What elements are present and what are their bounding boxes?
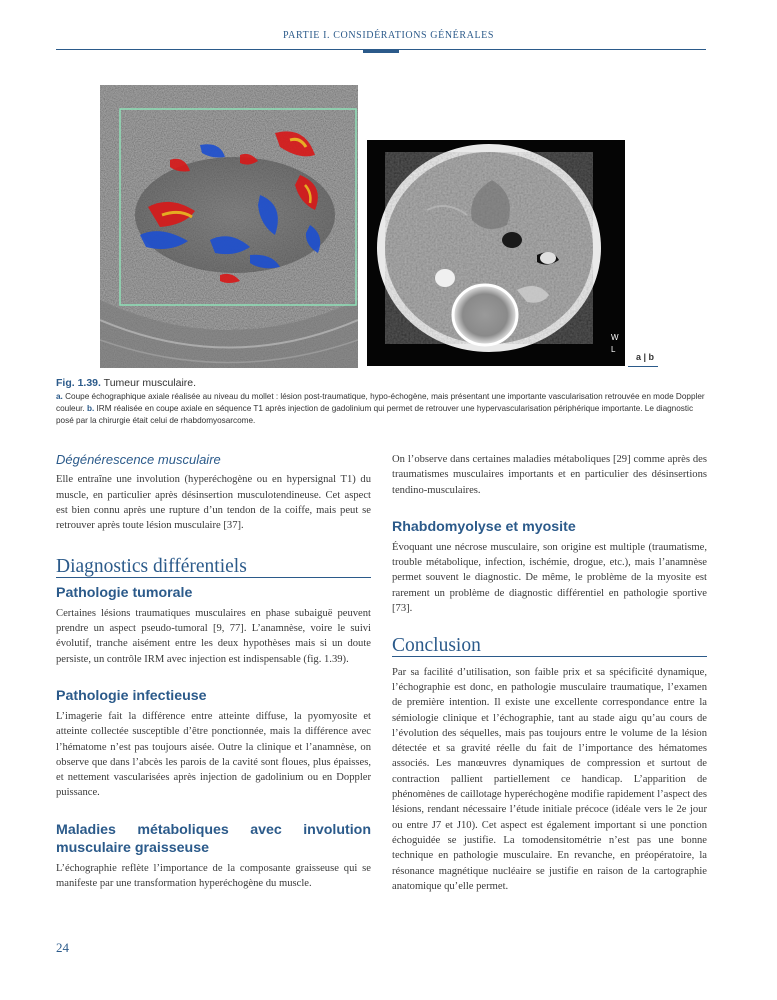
paragraph-conclusion: Par sa facilité d’utilisation, son faible prix et sa spécificité dynamique, l’échographie est donc, en pathologie musculaire traumatique, l’examen de première intention. Il existe une excellente correspondance entre la sémiologie clinique et l’échographie, tant au stade aigu qu’au cours de l’évolution des séquelles, mais pas toujours entre le volume de la lésion détectée et sa gravité réelle du fait de l’importance des hématomes associés. Les manœuvres dynamiques de compression et surtout de contraction pallient partiellement ce handicap. L’apparition de phénomènes de caillotage hyperéchogène modifie rapidement l’aspect des lésions, rendant nécessaire l’étude initiale précoce (idéale vers le 2e jour ou entre J7 et J10). Cet aspect est également important si une ponction échoguidée se justifie. La tomodensitométrie n’est pas une bonne technique en pathologie musculaire. En revanche, en préopératoire, la résonance magnétique nucléaire se justifie en raison de la cartographie anatomique qu’elle permet.: [392, 666, 707, 892]
figure-panel-labels: a | b: [636, 352, 655, 362]
figure-caption: [56, 377, 708, 427]
heading-maladies-metaboliques: Maladies métaboliques avec involution musculaire graisseuse: [56, 821, 371, 856]
figure-title-line: [56, 377, 708, 389]
paragraph-degenerescence: Elle entraîne une involution (hyperéchogène ou en hypersignal T1) du muscle, en particulier après désinsertion musculotendineuse. Cet aspect est bien connu après une rupture d’un tendon de la coiffe, mais peut se retrouver après toute lésion musculaire [37].: [56, 474, 371, 532]
heading-pathologie-tumorale: Pathologie tumorale: [56, 584, 193, 601]
caption-b-text: IRM réalisée en coupe axiale en séquence T1 après injection de gadolinium qui permet de retrouver une hypervascularisation périphérique importante. Le diagnostic posé par la chirurgie était celui de rhabdomyosarcome.: [56, 404, 694, 425]
heading-degenerescence: Dégénérescence musculaire: [56, 452, 221, 467]
heading-diagnostics: Diagnostics différentiels: [56, 559, 371, 577]
mri-axial-image: [367, 140, 625, 366]
heading-rhabdomyolyse: Rhabdomyolyse et myosite: [392, 518, 576, 535]
right-column: [392, 452, 707, 894]
caption-b-label: b.: [86, 404, 95, 413]
left-column: [56, 452, 371, 891]
svg-text:W: W: [611, 333, 619, 342]
running-header: PARTIE I. CONSIDÉRATIONS GÉNÉRALES: [282, 30, 495, 41]
figure-caption-body: [56, 391, 708, 427]
panel-label-rule: [628, 366, 658, 367]
header-rule-accent: [363, 49, 399, 53]
svg-text:L: L: [611, 345, 616, 354]
paragraph-pathologie-tumorale: Certaines lésions traumatiques musculaires en phase subaiguë peuvent prendre un aspect pseudo-tumoral [9, 77]. L’anamnèse, voire le suivi évolutif, tranche aisément entre les deux hypothèses mais si un doute persiste, un contrôle IRM avec injection est indispensable (fig. 1.39).: [56, 607, 371, 665]
paragraph-rhabdomyolyse: Évoquant une nécrose musculaire, son origine est multiple (traumatisme, trouble métabolique, infection, ischémie, drogue, etc.), mais l’anamnèse permet souvent le diagnostic. De même, le problème de la myosite est rarement un problème de diagnostic différentiel en pathologie sportive [73].: [392, 541, 707, 615]
heading-pathologie-infectieuse: Pathologie infectieuse: [56, 687, 207, 704]
ultrasound-doppler-image: [100, 85, 358, 368]
page-number: 24: [56, 940, 69, 955]
caption-a-text: Coupe échographique axiale réalisée au niveau du mollet : lésion post-traumatique, hypo-échogène, mais présentant une importante vascularisation retrouvée en mode Doppler couleur.: [56, 392, 705, 413]
figure-title: Tumeur musculaire.: [103, 377, 197, 389]
paragraph-maladies-metaboliques: L’échographie reflète l’importance de la composante graisseuse qui se manifeste par une transformation hyperéchogène du muscle.: [56, 862, 371, 890]
caption-a-label: a.: [56, 392, 63, 401]
paragraph-pathologie-infectieuse: L’imagerie fait la différence entre atteinte diffuse, la pyomyosite et atteinte collectée susceptible d’être ponctionnée, mais la différence avec l’hématome n’est pas toujours aisée. Outre la clinique et l’anamnèse, on observe que dans l’abcès les parois de la cavité sont floues, plus épaisses, et nettement vascularisées après injection de gadolinium ou en Doppler puissance.: [56, 710, 371, 799]
paragraph-continuation: On l’observe dans certaines maladies métaboliques [29] comme après des traumatismes musculaires importants et en particulier des désinsertions tendino-musculaires.: [392, 454, 707, 496]
heading-conclusion: Conclusion: [392, 638, 707, 656]
figure-number: Fig. 1.39.: [56, 377, 101, 389]
